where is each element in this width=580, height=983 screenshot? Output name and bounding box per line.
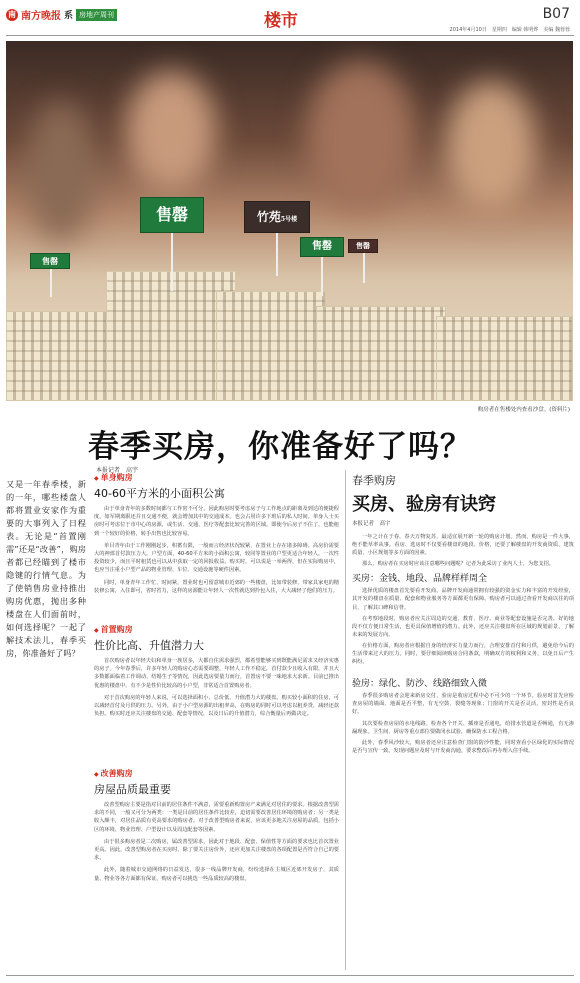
paragraph: 对于首次购房的年轻人来说，可以选择面积小、总价低、升值潜力大的楼盘。购买较小面积的住房，可以减轻首付及月供的压力。另外，由于小户型房源的出租率高，在购房的同时可以考虑以租养贷，减轻还款负担。购买时还应关注楼盘的交通、配套等情况，以及日后的升值潜力，综合衡量后再做决定。 xyxy=(94,694,339,718)
section-label: ◆ 首置购房 xyxy=(94,624,339,635)
paragraph: 在价格方面，购房者应根据自身的经济实力量力而行，合理安排首付和月供，避免给今后的生活带来过大的压力。同时，要仔细阅读购房合同条款，明确双方的权利和义务，以免日后产生纠纷。 xyxy=(352,642,574,666)
paragraph: 春季很多购房者会迎来新房交付，验房是收房过程中必不可少的一个环节。验房时首先应检查房屋的墙面、地面是否平整，有无空鼓、裂缝等现象；门窗的开关是否灵活，密封性是否良好。 xyxy=(352,693,574,716)
sidebar-kicker: 春季购房 xyxy=(352,474,396,487)
paragraph: 由于单身青年的多数时间都与工作密不可分，因此购房时要考虑房子与工作地点的距离及到达的便捷程度，如军期离职还并且交通不便，就会增加其中的交通成本。也会占用许多下班后的私人时间。单身人士买房时可考虑位于市中心的房源，或生活、交通、医疗等配套比较完善的区域。即使今后房子不住了，也能租到一个较好的价格，转手出售也比较容易。 xyxy=(94,506,339,537)
section-heading: 40-60平方米的小面积公寓 xyxy=(94,487,225,500)
section-title: 楼市 xyxy=(264,11,298,31)
section-first-home xyxy=(94,624,339,722)
newspaper-series: 系 xyxy=(64,11,74,21)
sidebar-byline: 本报记者 高宇 xyxy=(352,521,391,527)
masthead xyxy=(0,0,580,38)
paragraph: 单目青年由于工作刚刚起步，积蓄有限，一般而言经济状况较紧，在置业上存在诸多障碍。高房价需要大的神部首付款压力大。户型方面，40-60平方米的小面积公寓，较同等置业的户型更适合年轻人，一次性投资较少，而且平时租赁也可以从中获取一定的回报收益。购买时，可以说是一举两得，但在实际购房中，也应当注重小户型产品的物业管理、车位、交通设施等硬件因素。 xyxy=(94,542,339,574)
masthead-divider xyxy=(6,35,574,36)
headline-byline: 本报记者 高宇 xyxy=(96,467,139,474)
section-upgrade xyxy=(94,768,339,887)
page-bottom-divider xyxy=(6,975,574,976)
photo-caption: 购房者在售楼处内查看沙盘。(资料片) xyxy=(477,407,570,413)
newspaper-name: 南方晚报 xyxy=(21,11,61,22)
intro-text: 又是一年春季楼，新的一年，哪些楼盘人都将置业安家作为重要的大事列入了日程表。无论是“首置刚需”还是“改善”，购房者都已经瞄到了楼市隐键的行情气息。为了使销售房业持推出购房优惠，抛出多种楼盘在人们面前时，如何选择呢？一起了解技术法儿，春季买房，你准备好了吗？ xyxy=(6,479,86,658)
newspaper-logo-icon: 南 xyxy=(8,9,16,19)
paragraph: 同时，单身青年工作忙，时间紧，置业时也可留意城市近郊的一些楼盘，比如带装修、带家具家电的精装修公寓，入住即可，省时省力，这样的房源能让年轻人一次性就达到拎包入住，大大减轻了他们的压力。 xyxy=(94,579,339,594)
paragraph: 在考察地段时，购房者应关注周边的交通、教育、医疗、商业等配套设施是否完善。好的地段不仅方便日常生活，也更具保值增值的潜力。此外，还应关注楼盘所在区域的规划前景，了解未来的发展方向。 xyxy=(352,615,574,638)
paragraph: 一年之计在于春，春天万物复苏，最适宜展开新一轮的购房计划。然而，购房是一件大事，绝不能草率从事。看房、选房时不仅要看楼盘的地段、价格，还要了解楼盘的开发商资质、建筑质量、小区规划等多方面的因素。 xyxy=(352,534,574,557)
sold-out-sign: 售罄 xyxy=(348,239,378,253)
building-name: 竹苑 xyxy=(256,210,281,224)
sidebar-article xyxy=(352,472,574,758)
section-heading: 性价比高、升值潜力大 xyxy=(94,639,204,652)
section-single xyxy=(94,472,339,599)
issue-meta: 2014年4月10日 星期四 编辑 韩明烨 美编 魏蓉蓉 xyxy=(449,27,570,33)
page-number: B07 xyxy=(542,6,570,22)
feature-photo xyxy=(6,41,573,401)
supplement-tag: 房地产周刊 xyxy=(76,9,117,21)
newspaper-brand xyxy=(6,7,117,22)
section-heading: 房屋品质最重要 xyxy=(94,783,171,796)
section-label: ◆ 改善购房 xyxy=(94,768,339,779)
paragraph: 首次购房者以年轻夫妇和单身一族居多，大都自住需求强烈，都希望能够买到既能满足需求又经济实惠的房子。今年春季后，许多年轻人的购房心态需要调整，年轻人工作不稳定，首付款少且收入有限，并且大多数都面临着工作调动、结婚生子等情况，因此选房要量力而行，首置房不要一味地求大求新。目前已推出优惠的楼盘中，有不少是性价比较高的小户型，非常适合首置购房者。 xyxy=(94,658,339,689)
blurred-person xyxy=(26,101,96,241)
sold-out-sign: 售罄 xyxy=(140,197,204,233)
sidebar-title: 买房、验房有诀窍 xyxy=(352,494,496,515)
paragraph: 由于很多购房者是二次购房，属改善型需求，因此对于地段、配套、保值性等方面的要求也比首次置业更高。因此，改善型购房者在买房时，除了要关注房价外，还应更加关注楼盘的各项配置是否符合自己的要求。 xyxy=(94,838,339,862)
blurred-person xyxy=(126,71,216,191)
subsection-heading: 验房：绿化、防沙、线路细致入微 xyxy=(352,679,488,690)
section-label: ◆ 单身购房 xyxy=(94,472,339,483)
model-building xyxy=(436,316,573,401)
blurred-person xyxy=(306,61,416,211)
blurred-person xyxy=(446,81,536,211)
building-sign xyxy=(244,201,310,233)
paragraph: 选择优质的楼盘首先要看开发商。品牌开发商通常拥有较强的资金实力和丰富的开发经验，其开发的楼盘在质量、配套和物业服务等方面都更有保障。购房者可以通过查看开发商以往的项目，了解其口碑和信誉。 xyxy=(352,588,574,611)
sold-out-sign: 售罄 xyxy=(300,237,344,257)
paragraph: 那么，购房者在买房时应该注意哪些问题呢？记者为此采访了业内人士，为您支招。 xyxy=(362,561,554,568)
headline: 春季买房，你准备好了吗？ xyxy=(88,429,472,465)
paragraph: 改善型购房主要是指对目前的居住条件不满意，需要重新购置房产来满足对居住的要求。根据改善型需求的不同，一般又可分为两类：一类是目前的居住条件比较差，迫切需要改善居住环境的购房者；另一类是收入颇丰，对居住品质有更高要求的购房者。对于改善型购房者来说，应该更多地关注房屋的品质，包括小区的环境、物业管理、户型设计以及周边配套等因素。 xyxy=(94,802,339,833)
model-building xyxy=(216,291,326,401)
building-number: 5号楼 xyxy=(280,216,298,223)
model-building xyxy=(316,306,446,401)
sold-out-sign: 售罄 xyxy=(30,253,70,269)
paragraph: 其次要检查房屋的水电线路。检查各个开关、插座是否通电，给排水管道是否畅通，有无渗漏现象。卫生间、厨房等重点部位要做闭水试验，确保防水工程合格。 xyxy=(352,720,574,735)
model-building xyxy=(6,311,116,401)
paragraph: 此外，随着城市交通网络的日益发达，很多一线品牌开发商，纷纷选择在主城区近郊开发房子，其质量、物业等各方面都有保证，购房者可以挑选一些品质较高的楼盘。 xyxy=(94,867,339,882)
paragraph: 此外，春季风沙较大，购房者还应注意检查门窗的防沙性能，同时查看小区绿化的实际情况是否与宣传一致。发现问题应及时与开发商沟通，要求整改后再办理入住手续。 xyxy=(352,739,574,754)
column-divider xyxy=(345,470,346,970)
subsection-heading: 买房：金钱、地段、品牌样样周全 xyxy=(352,574,488,585)
